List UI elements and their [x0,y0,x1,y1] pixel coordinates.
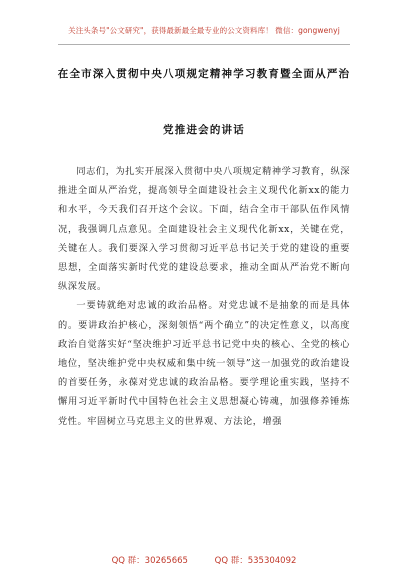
footer-qq-group-1: QQ 群：30265665 [111,556,188,566]
document-title-line2: 党推进会的讲话 [163,124,245,136]
paragraph: 一要铸就绝对忠诚的政治品格。对党忠诚不是抽象的而是具体的。要讲政治护核心，深刻领悟“两个确立”的决定性意义，以高度政治自觉落实好“坚决维护习近平总书记党中央的核心、全党的核心地位，坚决维护党中央权威和集中统一领导”这一加强党的政治建设的首要任务，永葆对党忠诚的政治品格。要学理论重实践，坚持不懈用习近平新时代中国特色社会主义思想凝心铸魂，加强修养锤炼党性。牢固树立马克思主义的世界观、方法论，增强 [58,300,350,427]
paragraph: 同志们，为扎实开展深入贯彻中央八项规定精神学习教育，纵深推进全面从严治党，提高领导全面建设社会主义现代化新xx的能力和水平，今天我们召开这个会议。下面，结合全市干部队伍作风情况，我强调几点意见。全面建设社会主义现代化新xx，关键在党，关键在人。我们要深入学习贯彻习近平总书记关于党的建设的重要思想，全面落实新时代党的建设总要求，推动全面从严治党不断向纵深发展。 [58,166,350,293]
footer-qq-group-2: QQ 群：535304092 [214,556,297,566]
document-title-line1: 在全市深入贯彻中央八项规定精神学习教育暨全面从严治 [57,68,351,80]
footer [0,554,408,566]
document-body [58,162,350,431]
header-note: 关注头条号"公文研究"，获得最新最全最专业的公文资料库！ 微信：gongwenyj [68,26,340,35]
header-divider [58,44,350,45]
